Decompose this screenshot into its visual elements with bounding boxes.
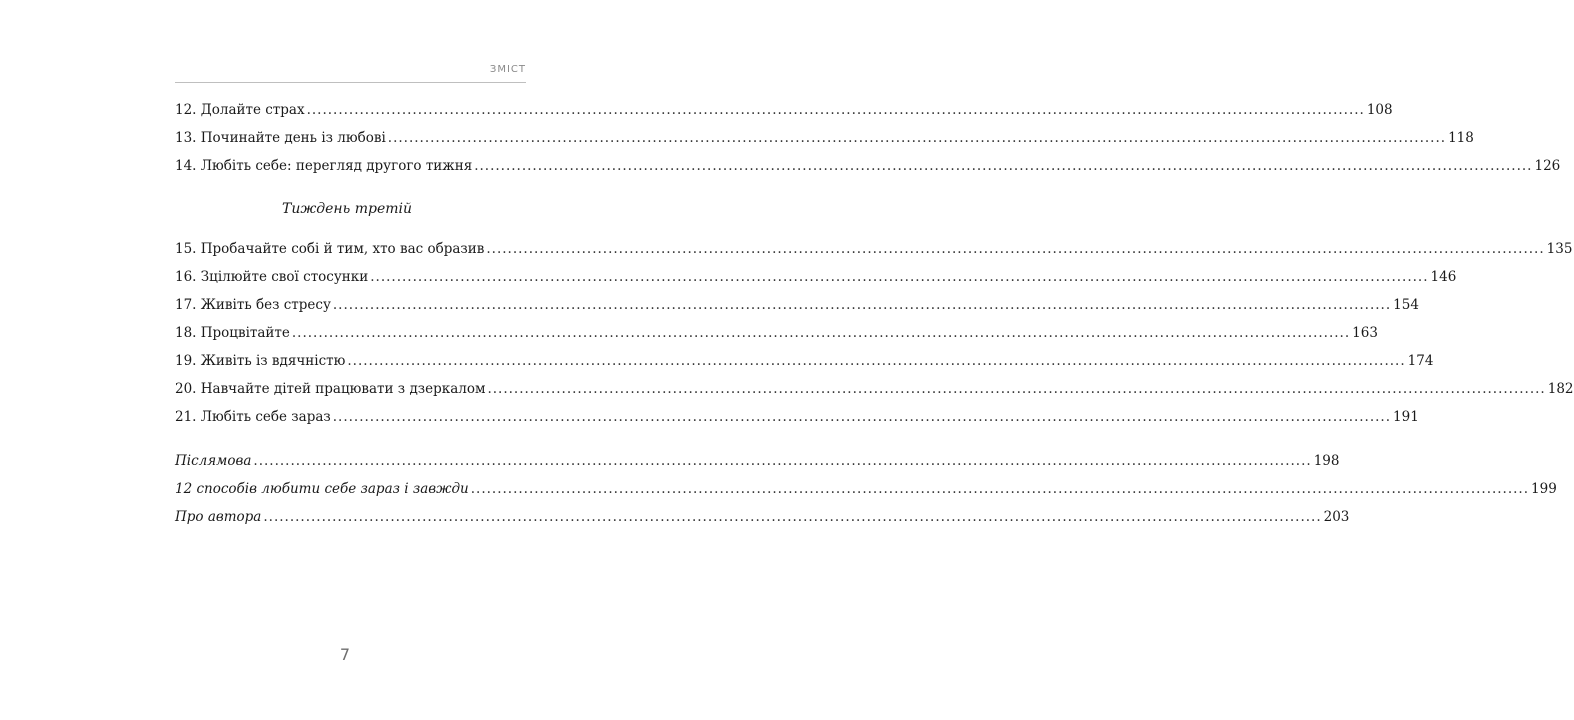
toc-entry-14 bbox=[175, 152, 1561, 180]
running-head: ЗМІСТ bbox=[175, 64, 526, 83]
dot-leader: ........................................................................................................................................................................................................ bbox=[347, 353, 1406, 369]
toc-entry-20 bbox=[175, 375, 1574, 403]
toc-entry-title: 19. Живіть із вдячністю bbox=[175, 353, 346, 369]
toc-entry-title: 12. Долайте страх bbox=[175, 102, 305, 118]
section-heading: Тиждень третій bbox=[281, 201, 412, 217]
toc-entry-title: 18. Процвітайте bbox=[175, 325, 290, 341]
dot-leader: ........................................................................................................................................................................................................ bbox=[263, 509, 1322, 525]
dot-leader: ........................................................................................................................................................................................................ bbox=[487, 381, 1546, 397]
toc-entry-page: 191 bbox=[1393, 409, 1419, 425]
toc-entry-title: 14. Любіть себе: перегляд другого тижня bbox=[175, 158, 473, 174]
toc-entry-13 bbox=[175, 124, 1474, 152]
toc-entry-page: 163 bbox=[1352, 325, 1378, 341]
toc-entry-page: 154 bbox=[1393, 297, 1419, 313]
dot-leader: ........................................................................................................................................................................................................ bbox=[332, 297, 1392, 313]
table-of-contents bbox=[175, 96, 1574, 531]
spacer bbox=[175, 223, 519, 235]
toc-entry-page: 146 bbox=[1430, 269, 1457, 285]
toc-entry-title: Про автора bbox=[175, 509, 262, 525]
toc-entry-18 bbox=[175, 319, 1378, 347]
toc-entry-page: 126 bbox=[1534, 158, 1561, 174]
toc-entry-page: 182 bbox=[1547, 381, 1574, 397]
toc-entry-19 bbox=[175, 347, 1434, 375]
toc-entry-title: 12 способів любити себе зараз і завжди bbox=[175, 481, 469, 497]
toc-entry-title: Післямова bbox=[175, 453, 252, 469]
toc-entry-page: 135 bbox=[1546, 241, 1573, 257]
toc-entry-15 bbox=[175, 235, 1573, 263]
spacer bbox=[175, 180, 519, 195]
spacer bbox=[175, 431, 519, 447]
toc-entry-page: 199 bbox=[1531, 481, 1557, 497]
toc-entry-title: 13. Починайте день із любові bbox=[175, 130, 386, 146]
toc-entry-16 bbox=[175, 263, 1457, 291]
dot-leader: ........................................................................................................................................................................................................ bbox=[474, 158, 1533, 174]
page-number: 7 bbox=[339, 645, 351, 664]
toc-entry-17 bbox=[175, 291, 1419, 319]
dot-leader: ........................................................................................................................................................................................................ bbox=[306, 102, 1365, 118]
toc-entry-title: 15. Пробачайте собі й тим, хто вас образив bbox=[175, 241, 485, 257]
dot-leader: ........................................................................................................................................................................................................ bbox=[387, 130, 1447, 146]
toc-entry-about-author bbox=[175, 503, 1350, 531]
toc-entry-page: 174 bbox=[1407, 353, 1434, 369]
toc-entry-21 bbox=[175, 403, 1419, 431]
dot-leader: ........................................................................................................................................................................................................ bbox=[332, 409, 1392, 425]
toc-entry-title: 21. Любіть себе зараз bbox=[175, 409, 331, 425]
toc-entry-12 bbox=[175, 96, 1393, 124]
toc-entry-page: 198 bbox=[1313, 453, 1340, 469]
toc-entry-page: 118 bbox=[1448, 130, 1474, 146]
toc-entry-page: 203 bbox=[1323, 509, 1350, 525]
toc-entry-page: 108 bbox=[1366, 102, 1393, 118]
dot-leader: ........................................................................................................................................................................................................ bbox=[470, 481, 1530, 497]
toc-entry-title: 16. Зцілюйте свої стосунки bbox=[175, 269, 369, 285]
toc-entry-title: 17. Живіть без стресу bbox=[175, 297, 331, 313]
dot-leader: ........................................................................................................................................................................................................ bbox=[291, 325, 1351, 341]
dot-leader: ........................................................................................................................................................................................................ bbox=[486, 241, 1545, 257]
dot-leader: ........................................................................................................................................................................................................ bbox=[253, 453, 1312, 469]
toc-entry-afterword bbox=[175, 447, 1340, 475]
toc-entry-twelve-ways bbox=[175, 475, 1557, 503]
dot-leader: ........................................................................................................................................................................................................ bbox=[370, 269, 1429, 285]
toc-entry-title: 20. Навчайте дітей працювати з дзеркалом bbox=[175, 381, 486, 397]
